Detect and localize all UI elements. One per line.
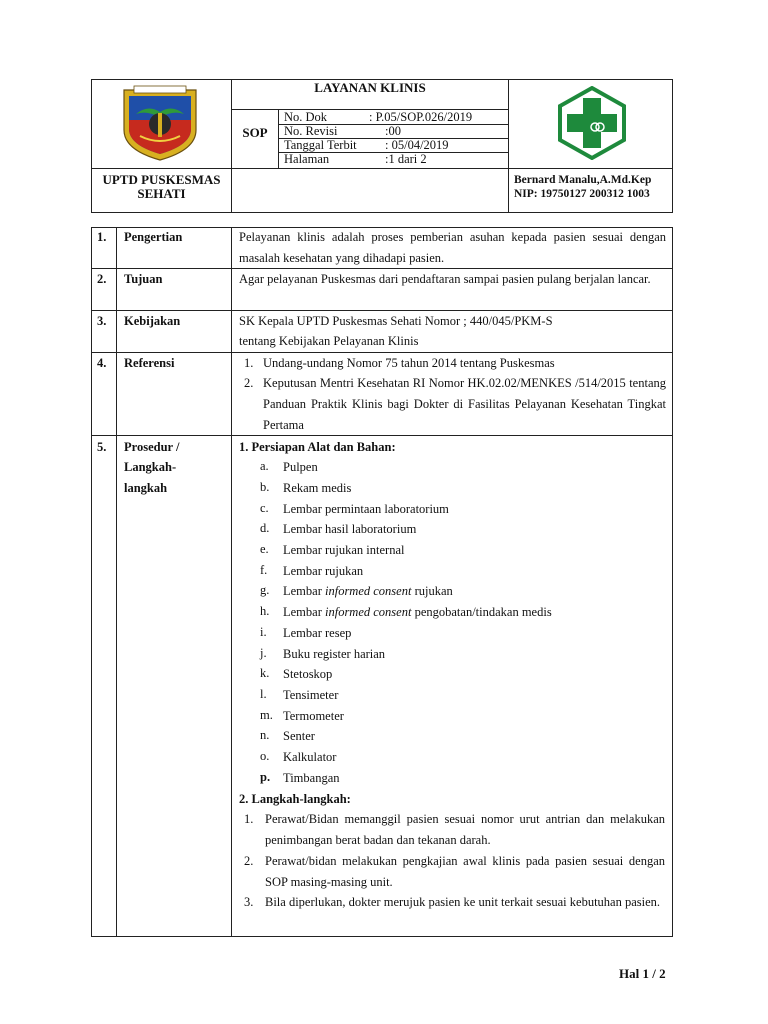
section-text-pengertian: Pelayanan klinis adalah proses pemberian asuhan kepada pasien sesuai dengan masalah kesehatan yang dihadapi pasien.: [239, 230, 666, 265]
list-marker: j.: [260, 646, 267, 660]
reference-item: Undang-undang Nomor 75 tahun 2014 tentang Puskesmas: [263, 356, 555, 370]
section-number: 5.: [97, 440, 107, 454]
section-title: Tujuan: [124, 272, 163, 286]
meta-label: No. Revisi: [284, 124, 338, 138]
meta-value: : 05/04/2019: [385, 138, 449, 152]
list-marker: i.: [260, 625, 267, 639]
section-title: Kebijakan: [124, 314, 181, 328]
list-item: Lembar resep: [283, 626, 352, 640]
list-item: Termometer: [283, 709, 344, 723]
list-marker: e.: [260, 542, 269, 556]
list-marker: f.: [260, 563, 268, 577]
kebijakan-line: SK Kepala UPTD Puskesmas Sehati Nomor ; 440/045/PKM-S: [239, 314, 553, 328]
org-name-line2: SEHATI: [137, 186, 186, 201]
list-item: Lembar hasil laboratorium: [283, 522, 417, 536]
reference-number: 2.: [244, 376, 254, 390]
step-number: 2.: [244, 854, 254, 868]
list-marker: m.: [260, 708, 273, 722]
step-number: 1.: [244, 812, 254, 826]
list-item: Rekam medis: [283, 481, 352, 495]
signer-nip: NIP: 19750127 200312 1003: [514, 188, 650, 200]
list-marker: k.: [260, 666, 270, 680]
section-title: Referensi: [124, 356, 175, 370]
list-marker: n.: [260, 728, 270, 742]
section-title: Langkah-: [124, 460, 177, 474]
regional-emblem-logo: [118, 84, 202, 162]
list-item: Lembar informed consent rujukan: [283, 584, 453, 598]
section-text-tujuan: Agar pelayanan Puskesmas dari pendaftaran sampai pasien pulang berjalan lancar.: [239, 272, 651, 286]
org-name-line1: UPTD PUSKESMAS: [102, 172, 221, 187]
list-item: Stetoskop: [283, 667, 333, 681]
list-marker: a.: [260, 459, 269, 473]
meta-value: : P.05/SOP.026/2019: [369, 110, 473, 124]
list-item: Kalkulator: [283, 750, 337, 764]
list-item: Lembar permintaan laboratorium: [283, 502, 449, 516]
meta-label: No. Dok: [284, 110, 328, 124]
reference-number: 1.: [244, 356, 254, 370]
step-number: 3.: [244, 895, 254, 909]
document-title: LAYANAN KLINIS: [314, 80, 426, 95]
list-marker: c.: [260, 501, 269, 515]
list-item: Lembar informed consent pengobatan/tindakan medis: [283, 605, 552, 619]
subsection-heading: 2. Langkah-langkah:: [239, 792, 351, 806]
list-marker: d.: [260, 521, 270, 535]
meta-value: :1 dari 2: [385, 152, 427, 166]
section-title: Pengertian: [124, 230, 183, 244]
list-marker: g.: [260, 583, 270, 597]
reference-item: Keputusan Mentri Kesehatan RI Nomor HK.02.02/MENKES /514/2015 tentang Panduan Praktik Klinis bagi Dokter di Fasilitas Pelayanan Kesehatan Tingkat Pertama: [263, 376, 666, 432]
list-marker: l.: [260, 687, 267, 701]
subsection-heading: 1. Persiapan Alat dan Bahan:: [239, 440, 396, 454]
list-item: Tensimeter: [283, 688, 339, 702]
section-number: 1.: [97, 230, 107, 244]
meta-label: Tanggal Terbit: [284, 138, 357, 152]
puskesmas-logo: [557, 86, 627, 160]
list-item: Senter: [283, 729, 315, 743]
meta-value: :00: [385, 124, 401, 138]
list-item: Lembar rujukan internal: [283, 543, 405, 557]
section-number: 2.: [97, 272, 107, 286]
section-title: langkah: [124, 481, 168, 495]
signer-name: Bernard Manalu,A.Md.Kep: [514, 174, 652, 186]
step-text: Perawat/Bidan memanggil pasien sesuai nomor urut antrian dan melakukan penimbangan berat badan dan tekanan darah.: [265, 812, 665, 847]
list-item: Timbangan: [283, 771, 340, 785]
section-number: 3.: [97, 314, 107, 328]
list-marker: b.: [260, 480, 270, 494]
list-item: Pulpen: [283, 460, 318, 474]
sop-label: SOP: [242, 125, 268, 140]
list-marker: p.: [260, 770, 271, 784]
meta-label: Halaman: [284, 152, 330, 166]
step-text: Perawat/bidan melakukan pengkajian awal klinis pada pasien sesuai dengan SOP masing-masing unit.: [265, 854, 665, 889]
step-text: Bila diperlukan, dokter merujuk pasien ke unit terkait sesuai kebutuhan pasien.: [265, 895, 661, 909]
kebijakan-line: tentang Kebijakan Pelayanan Klinis: [239, 334, 419, 348]
section-title: Prosedur /: [124, 440, 180, 454]
list-item: Lembar rujukan: [283, 564, 364, 578]
list-item: Buku register harian: [283, 647, 386, 661]
list-marker: h.: [260, 604, 270, 618]
list-marker: o.: [260, 749, 270, 763]
section-number: 4.: [97, 356, 107, 370]
page-number: Hal 1 / 2: [619, 966, 666, 981]
